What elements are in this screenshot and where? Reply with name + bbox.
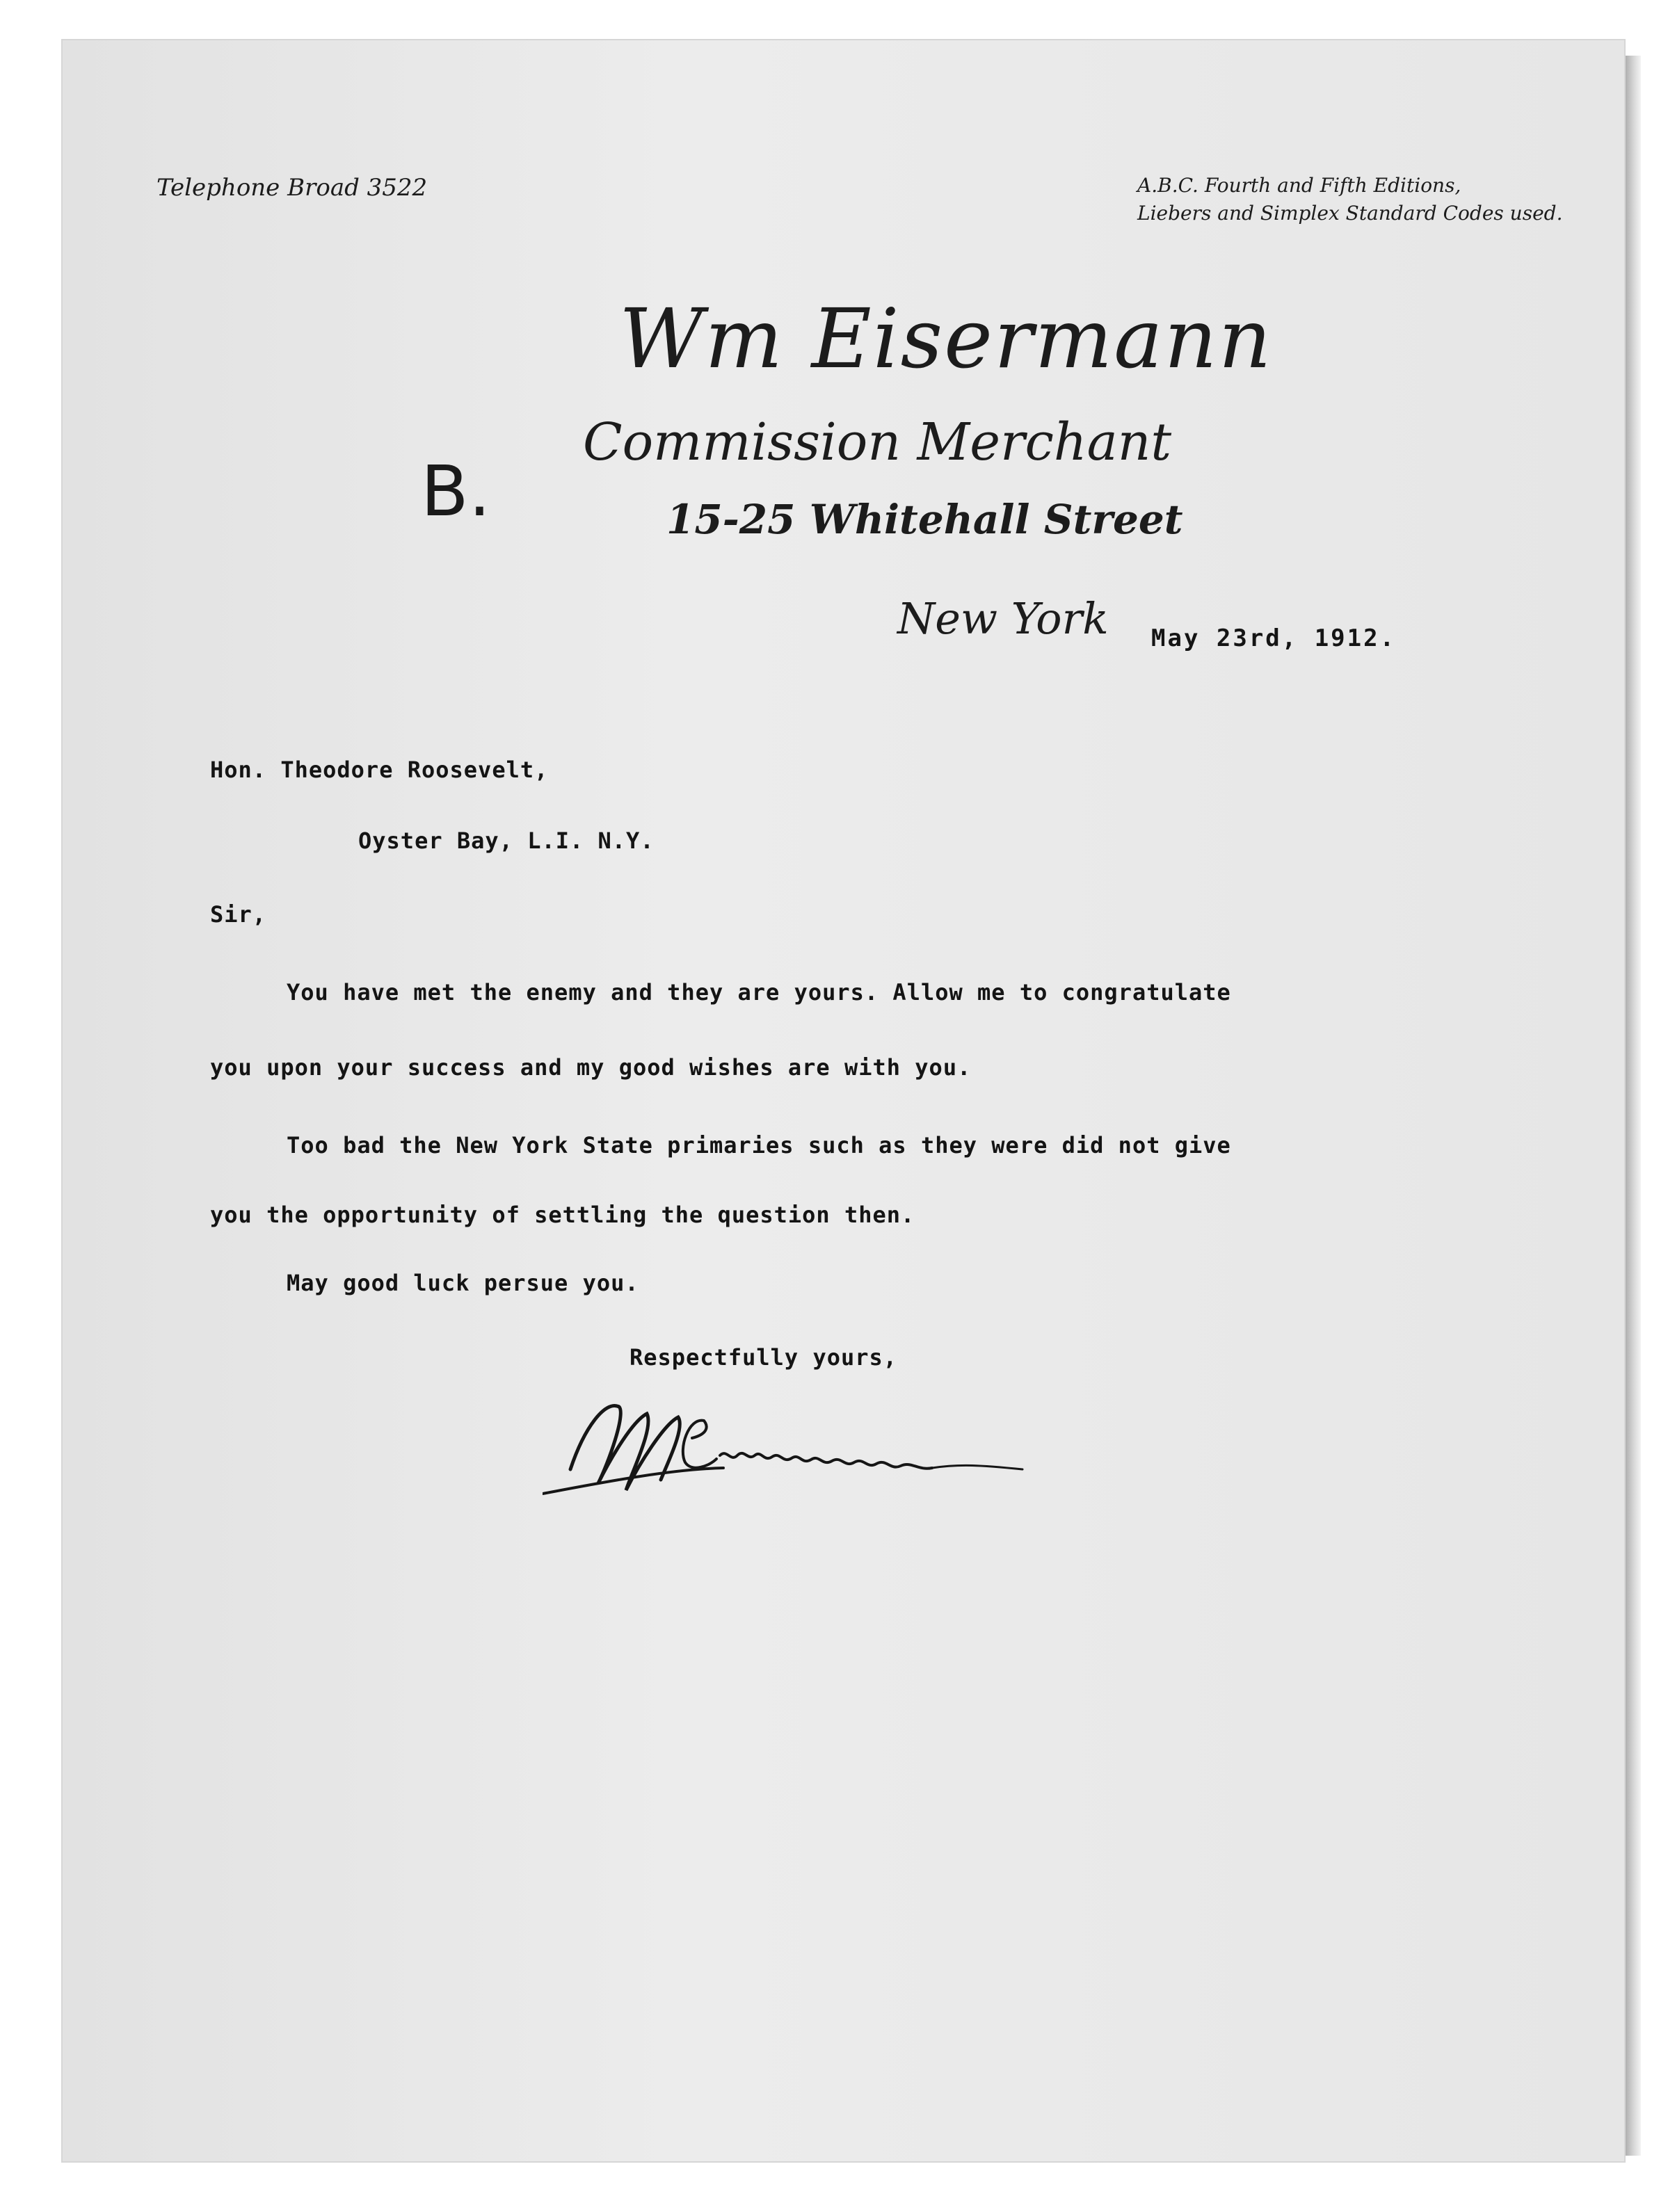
firm-city: New York xyxy=(897,593,1109,644)
signature xyxy=(543,1386,1099,1511)
recipient-town: Oyster Bay, L.I. N.Y. xyxy=(358,828,655,854)
recipient-name: Hon. Theodore Roosevelt, xyxy=(210,757,549,783)
firm-address: 15-25 Whitehall Street xyxy=(666,496,1183,543)
codes-line-2: Liebers and Simplex Standard Codes used. xyxy=(1137,202,1563,225)
handwritten-mark: B. xyxy=(421,451,491,532)
letter-page xyxy=(63,40,1624,2161)
paragraph-2-line-1: Too bad the New York State primaries such as they were did not give xyxy=(287,1132,1231,1159)
firm-title: Commission Merchant xyxy=(583,412,1172,472)
firm-name: Wm Eisermann xyxy=(619,291,1273,387)
telephone-line: Telephone Broad 3522 xyxy=(157,174,428,202)
paragraph-2-line-2: you the opportunity of settling the question then. xyxy=(210,1202,915,1228)
codes-line-1: A.B.C. Fourth and Fifth Editions, xyxy=(1137,174,1461,197)
closing: Respectfully yours, xyxy=(629,1344,898,1371)
paragraph-1-line-2: you upon your success and my good wishes are with you. xyxy=(210,1054,972,1081)
letter-date: May 23rd, 1912. xyxy=(1151,624,1397,652)
paragraph-3: May good luck persue you. xyxy=(287,1270,639,1296)
paragraph-1-line-1: You have met the enemy and they are yours. Allow me to congratulate xyxy=(287,979,1231,1006)
paper-edge-shadow xyxy=(1624,56,1641,2156)
salutation: Sir, xyxy=(210,901,267,928)
